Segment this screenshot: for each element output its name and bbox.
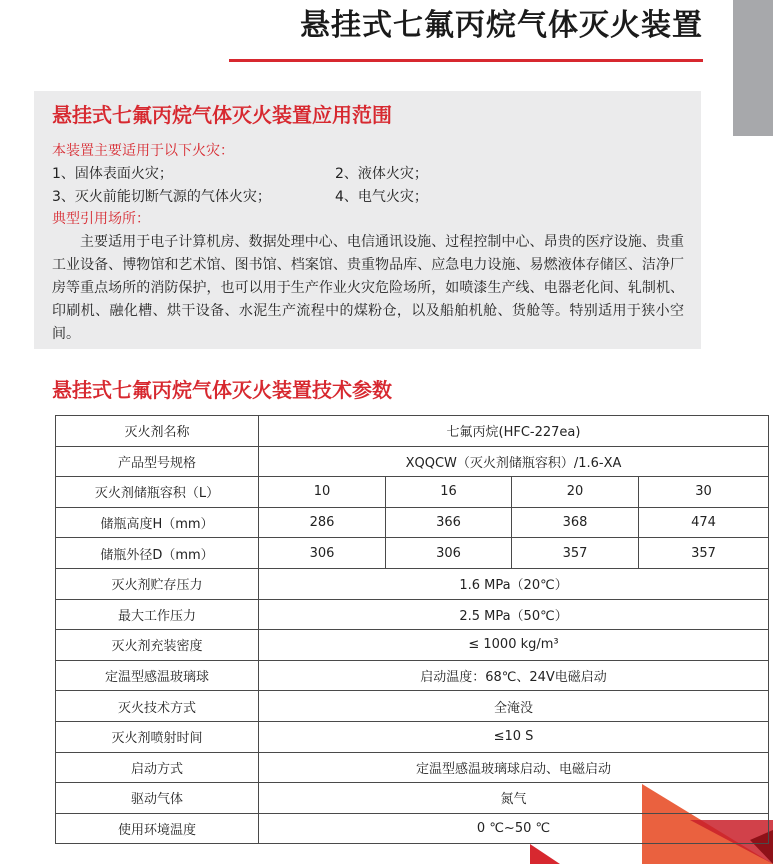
row-value: 474 xyxy=(639,507,769,538)
row-value: 16 xyxy=(386,477,512,508)
fire-type-item: 1、固体表面火灾； xyxy=(52,166,173,182)
row-value: 1.6 MPa（20℃） xyxy=(259,568,769,599)
row-label: 产品型号规格 xyxy=(56,446,259,477)
row-label: 储瓶高度H（mm） xyxy=(56,507,259,538)
table-row xyxy=(56,538,769,569)
table-row xyxy=(56,599,769,630)
row-label: 灭火剂储瓶容积（L） xyxy=(56,477,259,508)
row-value: 2.5 MPa（50℃） xyxy=(259,599,769,630)
table-row xyxy=(56,446,769,477)
table-row xyxy=(56,507,769,538)
table-row xyxy=(56,783,769,814)
row-value: 368 xyxy=(512,507,639,538)
row-value: 357 xyxy=(639,538,769,569)
row-value: 306 xyxy=(386,538,512,569)
row-label: 灭火剂充装密度 xyxy=(56,630,259,661)
row-value: 全淹没 xyxy=(259,691,769,722)
fire-type-item: 4、电气火灾； xyxy=(335,189,428,205)
row-value: 357 xyxy=(512,538,639,569)
table-row xyxy=(56,477,769,508)
row-label: 储瓶外径D（mm） xyxy=(56,538,259,569)
row-label: 驱动气体 xyxy=(56,783,259,814)
specs-table xyxy=(55,415,769,844)
row-value: 定温型感温玻璃球启动、电磁启动 xyxy=(259,752,769,783)
row-label: 最大工作压力 xyxy=(56,599,259,630)
row-value: ≤10 S xyxy=(259,721,769,752)
row-label: 启动方式 xyxy=(56,752,259,783)
row-value: 启动温度：68℃、24V电磁启动 xyxy=(259,660,769,691)
row-label: 灭火技术方式 xyxy=(56,691,259,722)
row-value: 10 xyxy=(259,477,386,508)
row-value: 0 ℃~50 ℃ xyxy=(259,813,769,844)
fire-type-item: 3、灭火前能切断气源的气体火灾； xyxy=(52,189,271,205)
row-label: 灭火剂喷射时间 xyxy=(56,721,259,752)
table-row xyxy=(56,660,769,691)
specs-heading: 悬挂式七氟丙烷气体灭火装置技术参数 xyxy=(52,378,392,402)
applicable-fires-intro: 本装置主要适用于以下火灾： xyxy=(52,143,234,159)
table-row xyxy=(56,416,769,447)
row-label: 灭火剂贮存压力 xyxy=(56,568,259,599)
row-value: 氮气 xyxy=(259,783,769,814)
typical-sites-paragraph: 主要适用于电子计算机房、数据处理中心、电信通讯设施、过程控制中心、昂贵的医疗设施、贵重工业设备、博物馆和艺术馆、图书馆、档案馆、贵重物品库、应急电力设施、易燃液体存储区、洁净厂房等重点场所的消防保护，也可以用于生产作业火灾危险场所，如喷漆生产线、电器老化间、轧制机、印刷机、融化槽、烘干设备、水泥生产流程中的煤粉仓，以及船舶机舱、货舱等。特别适用于狭小空间。 xyxy=(52,234,684,342)
row-value: 30 xyxy=(639,477,769,508)
page-title: 悬挂式七氟丙烷气体灭火装置 xyxy=(300,8,703,43)
table-row xyxy=(56,691,769,722)
row-value: 七氟丙烷(HFC-227ea) xyxy=(259,416,769,447)
title-underline xyxy=(229,59,703,62)
row-value: 286 xyxy=(259,507,386,538)
row-label: 使用环境温度 xyxy=(56,813,259,844)
scope-heading: 悬挂式七氟丙烷气体灭火装置应用范围 xyxy=(52,103,392,127)
row-value: 306 xyxy=(259,538,386,569)
row-value: 20 xyxy=(512,477,639,508)
row-value: 366 xyxy=(386,507,512,538)
side-tab-decoration xyxy=(733,0,773,136)
row-value: XQQCW（灭火剂储瓶容积）/1.6-XA xyxy=(259,446,769,477)
table-row xyxy=(56,630,769,661)
fire-type-item: 2、液体火灾； xyxy=(335,166,428,182)
row-value: ≤ 1000 kg/m³ xyxy=(259,630,769,661)
table-row xyxy=(56,813,769,844)
typical-sites-label: 典型引用场所： xyxy=(52,211,150,227)
table-row xyxy=(56,752,769,783)
application-scope-section xyxy=(34,91,701,349)
row-label: 灭火剂名称 xyxy=(56,416,259,447)
row-label: 定温型感温玻璃球 xyxy=(56,660,259,691)
table-row xyxy=(56,568,769,599)
table-row xyxy=(56,721,769,752)
